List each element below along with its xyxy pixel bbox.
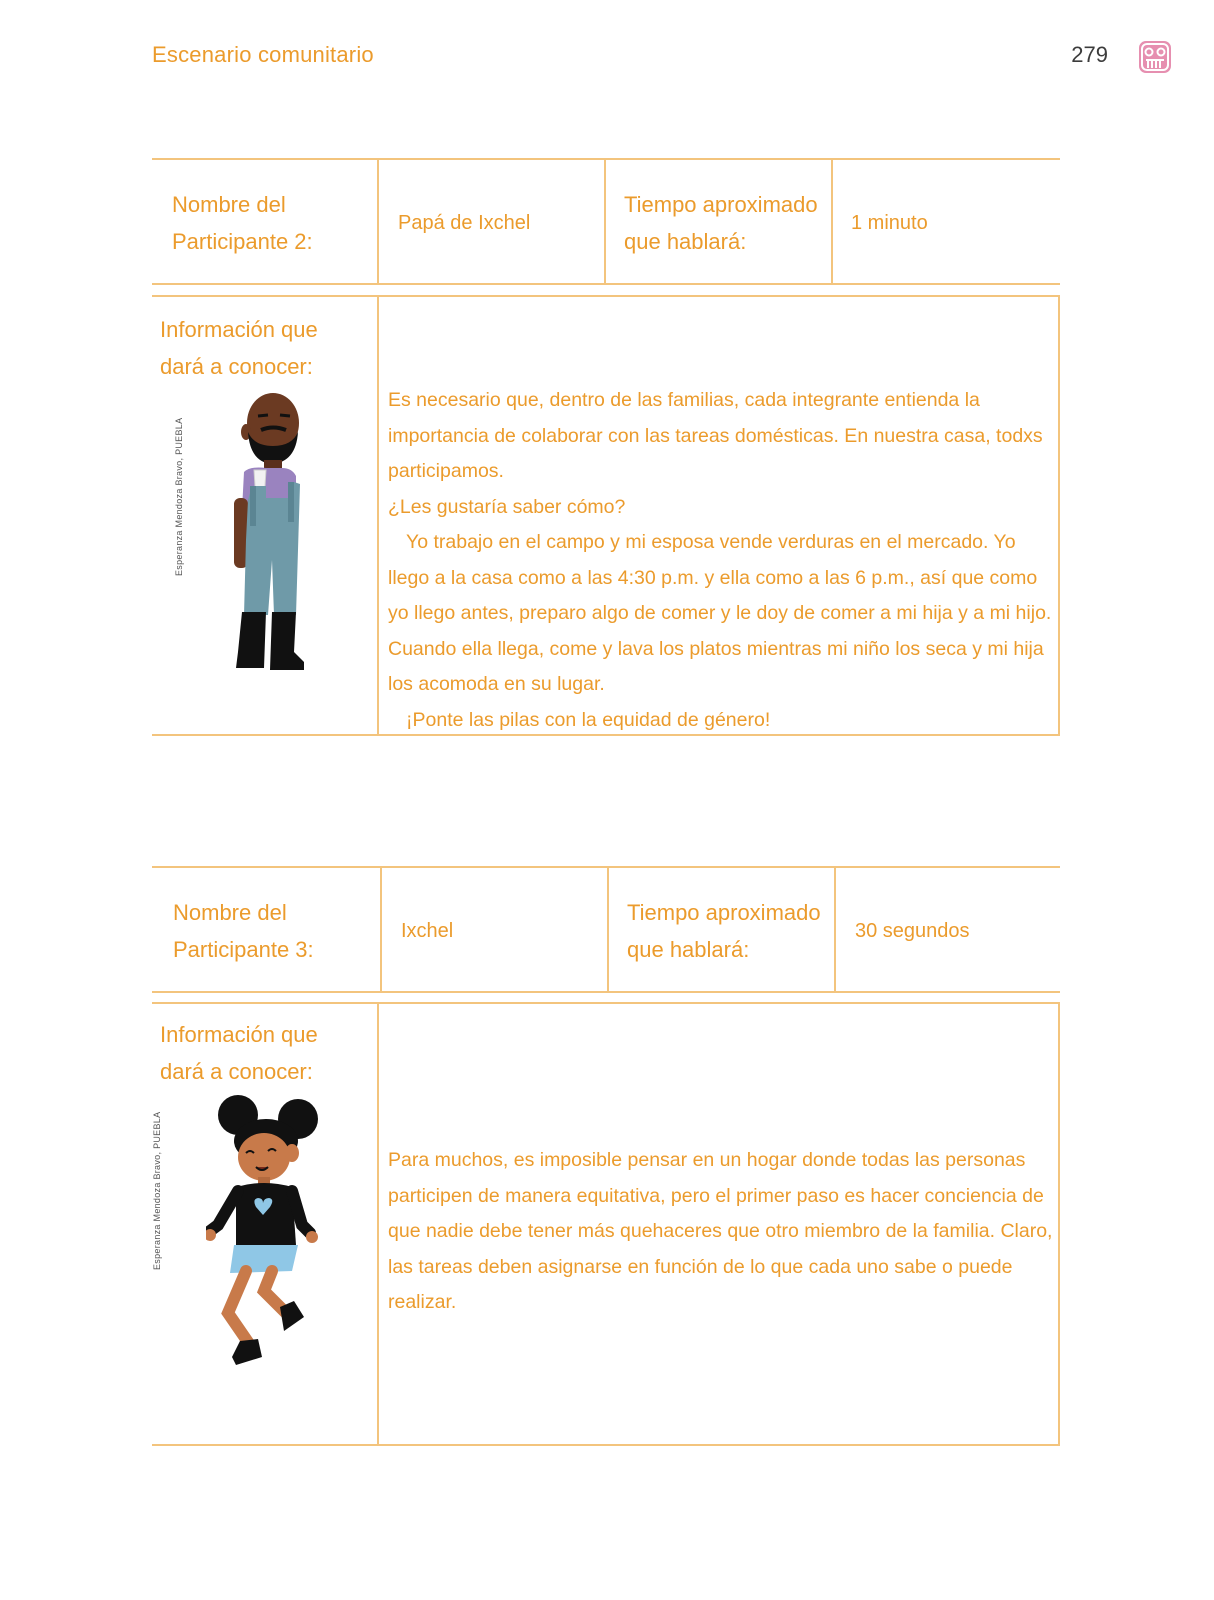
participant-name-value: Papá de Ixchel: [398, 212, 531, 234]
info-paragraph: ¿Les gustaría saber cómo?: [388, 495, 626, 518]
time-value: 30 segundos: [855, 920, 970, 942]
participant-name-label: Nombre del Participante 2:: [172, 192, 313, 254]
section-title: Escenario comunitario: [152, 42, 374, 67]
participant-name-label: Nombre del Participante 3:: [173, 900, 314, 962]
info-paragraph: ¡Ponte las pilas con la equidad de género!: [406, 708, 771, 731]
info-label: Información que dará a conocer:: [160, 1022, 318, 1084]
illustration-credit: Esperanza Mendoza Bravo, PUEBLA: [152, 1111, 162, 1270]
info-paragraph: Yo trabajo en el campo y mi esposa vende verduras en el mercado. Yo llego a la casa como a las 4:30 p.m. y ella como a las 6 p.m., así que como yo llego antes, preparo algo de comer y le doy de comer a mi hija y a mi hijo. Cuando ella llega, come y lava los platos mientras mi niño los seca y mi hija los acomoda en su lugar.: [388, 531, 1052, 695]
illustration-credit: Esperanza Mendoza Bravo, PUEBLA: [174, 417, 184, 576]
page-number: 279: [1071, 42, 1108, 67]
info-paragraph: Es necesario que, dentro de las familias, cada integrante entienda la importancia de colaborar con las tareas domésticas. En nuestra casa, todxs participamos.: [388, 389, 1043, 482]
participant-name-value: Ixchel: [401, 920, 454, 942]
time-value: 1 minuto: [851, 212, 928, 234]
info-label: Información que dará a conocer:: [160, 317, 318, 379]
info-text: [388, 1143, 1053, 1321]
father-illustration: [226, 390, 316, 680]
glyph-icon: [1138, 40, 1172, 74]
info-text: [388, 383, 1053, 738]
time-label: Tiempo aproximado que hablará:: [627, 900, 821, 962]
ixchel-illustration: [206, 1095, 326, 1385]
info-paragraph: Para muchos, es imposible pensar en un hogar donde todas las personas participen de manera equitativa, pero el primer paso es hacer conciencia de que nadie debe tener más quehaceres que otro miembro de la familia. Claro, las tareas deben asignarse en función de lo que cada uno sabe o puede realizar.: [388, 1149, 1053, 1313]
time-label: Tiempo aproximado que hablará:: [624, 192, 818, 254]
